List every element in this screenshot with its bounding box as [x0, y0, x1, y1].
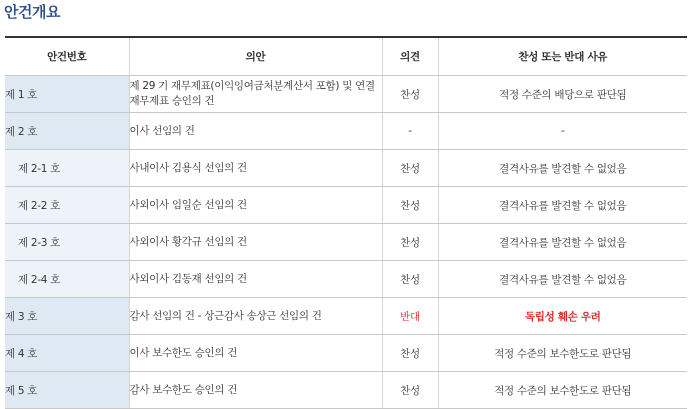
- agenda-title: 사외이사 임일순 선임의 건: [129, 187, 382, 224]
- opinion-cell: 찬성: [382, 372, 438, 409]
- opinion-cell: -: [382, 113, 438, 150]
- agenda-number: 제 2-2 호: [5, 187, 129, 224]
- agenda-number: 제 3 호: [5, 298, 129, 335]
- header-opinion: 의견: [382, 37, 438, 76]
- opinion-cell: 찬성: [382, 150, 438, 187]
- opinion-cell-against: 반대: [382, 298, 438, 335]
- reason-cell: 결격사유를 발견할 수 없었음: [438, 261, 687, 298]
- agenda-title: 사내이사 김용식 선임의 건: [129, 150, 382, 187]
- reason-cell: 적정 수준의 보수한도로 판단됨: [438, 372, 687, 409]
- agenda-number: 제 2-4 호: [5, 261, 129, 298]
- reason-cell: 적정 수준의 배당으로 판단됨: [438, 76, 687, 113]
- agenda-number: 제 1 호: [5, 76, 129, 113]
- reason-cell: 결격사유를 발견할 수 없었음: [438, 224, 687, 261]
- agenda-number: 제 2-1 호: [5, 150, 129, 187]
- table-row: [5, 187, 687, 224]
- page-title: 안건개요: [4, 3, 60, 21]
- reason-cell: 결격사유를 발견할 수 없었음: [438, 150, 687, 187]
- table-row: [5, 335, 687, 372]
- opinion-cell: 찬성: [382, 76, 438, 113]
- reason-cell: -: [438, 113, 687, 150]
- agenda-title: 사외이사 김동재 선임의 건: [129, 261, 382, 298]
- agenda-title: 이사 보수한도 승인의 건: [129, 335, 382, 372]
- reason-cell-against: 독립성 훼손 우려: [438, 298, 687, 335]
- agenda-title: 이사 선임의 건: [129, 113, 382, 150]
- agenda-title: 제 29 기 재무제표(이익잉여금처분계산서 포함) 및 연결재무제표 승인의 건: [129, 76, 382, 113]
- agenda-number: 제 5 호: [5, 372, 129, 409]
- table-row: [5, 372, 687, 409]
- reason-cell: 적정 수준의 보수한도로 판단됨: [438, 335, 687, 372]
- agenda-title: 감사 보수한도 승인의 건: [129, 372, 382, 409]
- header-row: [5, 37, 687, 76]
- table-row: [5, 298, 687, 335]
- agenda-number: 제 2-3 호: [5, 224, 129, 261]
- agenda-number: 제 4 호: [5, 335, 129, 372]
- opinion-cell: 찬성: [382, 224, 438, 261]
- agenda-table: [5, 36, 687, 409]
- agenda-title: 감사 선임의 건 - 상근감사 송상근 선임의 건: [129, 298, 382, 335]
- opinion-cell: 찬성: [382, 187, 438, 224]
- table-row: [5, 224, 687, 261]
- table-row: [5, 113, 687, 150]
- header-number: 안건번호: [5, 37, 129, 76]
- agenda-number: 제 2 호: [5, 113, 129, 150]
- opinion-cell: 찬성: [382, 335, 438, 372]
- header-reason: 찬성 또는 반대 사유: [438, 37, 687, 76]
- table-row: [5, 150, 687, 187]
- opinion-cell: 찬성: [382, 261, 438, 298]
- reason-cell: 결격사유를 발견할 수 없었음: [438, 187, 687, 224]
- table-row: [5, 261, 687, 298]
- agenda-title: 사외이사 황각규 선임의 건: [129, 224, 382, 261]
- header-agenda: 의안: [129, 37, 382, 76]
- table-row: [5, 76, 687, 113]
